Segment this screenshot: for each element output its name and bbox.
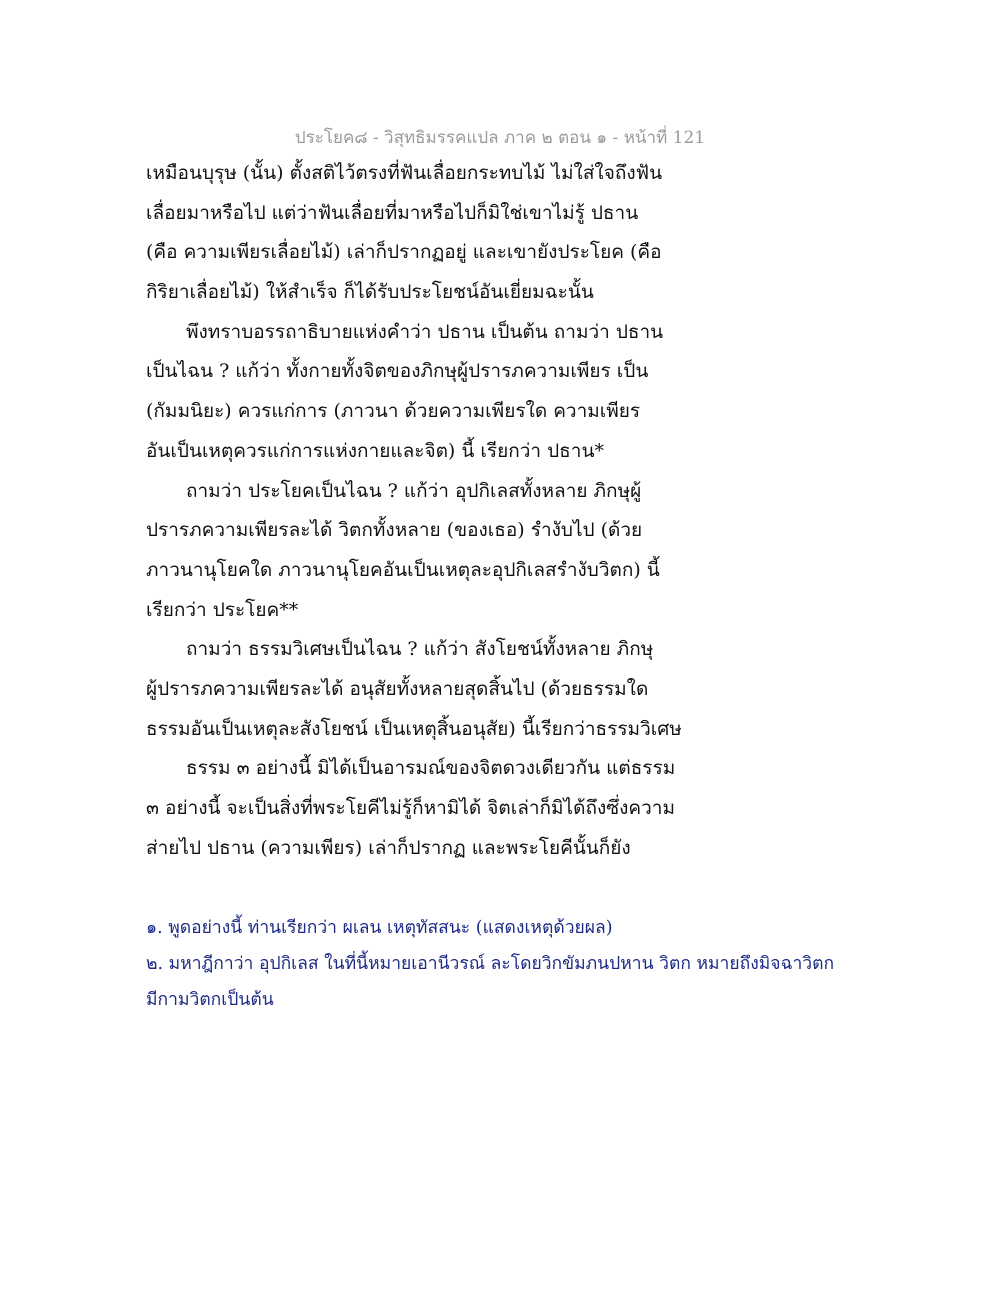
body-line: เรียกว่า ประโยค**	[146, 598, 299, 621]
paragraph-first-line: ถามว่า ธรรมวิเศษเป็นไฉน ? แก้ว่า สังโยชน์ทั้งหลาย ภิกษุ	[186, 638, 654, 661]
body-line: เป็นไฉน ? แก้ว่า ทั้งกายทั้งจิตของภิกษุผู้ปรารภความเพียร เป็น	[146, 360, 649, 383]
body-line: ๓ อย่างนี้ จะเป็นสิ่งที่พระโยคีไม่รู้ก็หามิได้ จิตเล่าก็มิได้ถึงซึ่งความ	[146, 797, 675, 819]
body-text	[146, 154, 866, 868]
body-line: ส่ายไป ปธาน (ความเพียร) เล่าก็ปรากฏ และพระโยคีนั้นก็ยัง	[146, 836, 631, 859]
paragraph-first-line: พึงทราบอรรถาธิบายแห่งคำว่า ปธาน เป็นต้น ถามว่า ปธาน	[186, 320, 664, 343]
paragraph-first-line: ถามว่า ประโยคเป็นไฉน ? แก้ว่า อุปกิเลสทั้งหลาย ภิกษุผู้	[186, 479, 642, 502]
footnote-2-continued: มีกามวิตกเป็นต้น	[146, 990, 274, 1010]
body-line: (คือ ความเพียรเลื่อยไม้) เล่าก็ปรากฏอยู่ และเขายังประโยค (คือ	[146, 241, 662, 264]
body-line: อันเป็นเหตุควรแก่การแห่งกายและจิต) นี้ เรียกว่า ปธาน*	[146, 439, 604, 462]
footnotes	[146, 910, 866, 1018]
body-line: ผู้ปรารภความเพียรละได้ อนุสัยทั้งหลายสุดสิ้นไป (ด้วยธรรมใด	[146, 677, 649, 700]
body-line: ภาวนานุโยคใด ภาวนานุโยคอันเป็นเหตุละอุปกิเลสรำงับวิตก) นี้	[146, 558, 660, 581]
body-line: กิริยาเลื่อยไม้) ให้สำเร็จ ก็ได้รับประโยชน์อันเยี่ยมฉะนั้น	[146, 281, 594, 304]
body-line: เลื่อยมาหรือไป แต่ว่าฟันเลื่อยที่มาหรือไปก็มิใช่เขาไม่รู้ ปธาน	[146, 201, 639, 224]
body-line: เหมือนบุรุษ (นั้น) ตั้งสติไว้ตรงที่ฟันเลื่อยกระทบไม้ ไม่ใส่ใจถึงฟัน	[146, 162, 663, 184]
footnote-1: ๑. พูดอย่างนี้ ท่านเรียกว่า ผเลน เหตุทัสสนะ (แสดงเหตุด้วยผล)	[146, 918, 613, 938]
body-line: (กัมมนิยะ) ควรแก่การ (ภาวนา ด้วยความเพียรใด ความเพียร	[146, 400, 641, 423]
footnote-2: ๒. มหาฎีกาว่า อุปกิเลส ในที่นี้หมายเอานีวรณ์ ละโดยวิกขัมภนปหาน วิตก หมายถึงมิจฉาวิตก	[146, 954, 835, 974]
body-line: ธรรมอันเป็นเหตุละสังโยชน์ เป็นเหตุสิ้นอนุสัย) นี้เรียกว่าธรรมวิเศษ	[146, 717, 682, 740]
paragraph-first-line: ธรรม ๓ อย่างนี้ มิได้เป็นอารมณ์ของจิตดวงเดียวกัน แต่ธรรม	[186, 757, 676, 780]
page-header: ประโยค๘ - วิสุทธิมรรคแปล ภาค ๒ ตอน ๑ - หน้าที่ 121	[294, 128, 706, 148]
body-line: ปรารภความเพียรละได้ วิตกทั้งหลาย (ของเธอ) รำงับไป (ด้วย	[146, 519, 643, 542]
